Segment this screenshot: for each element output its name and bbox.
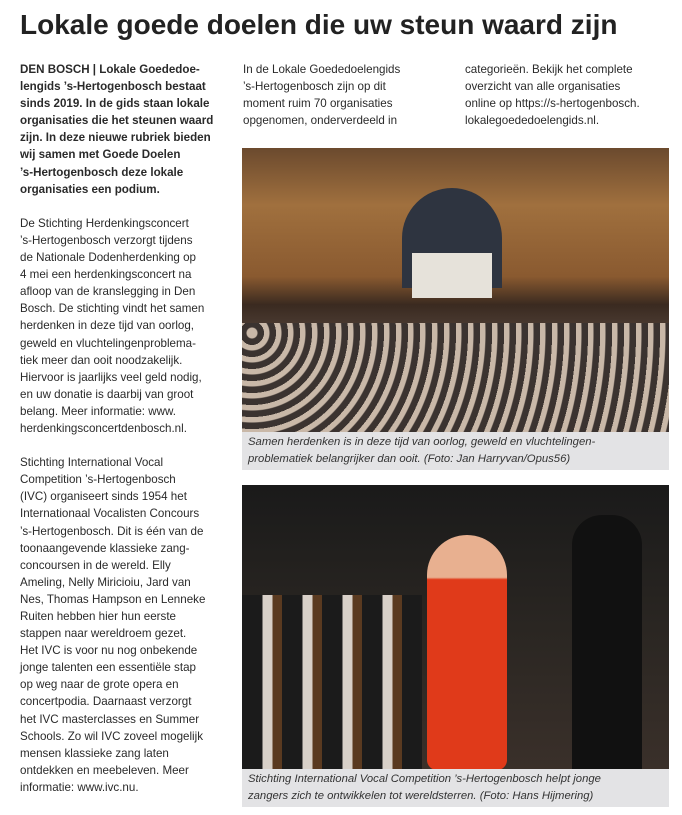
text-line: en uw donatie is daarbij van groot <box>20 387 194 401</box>
text-line: afloop van de kranslegging in Den <box>20 285 196 299</box>
caption-line: Stichting International Vocal Competition ’s-Hertogenbosch helpt jonge <box>248 773 601 785</box>
text-line: online op https://s-hertogenbosch. <box>465 97 640 111</box>
text-line: lokalegoededoelengids.nl. <box>465 114 600 128</box>
text-line: herdenken in deze tijd van oorlog, <box>20 319 195 333</box>
text-line: op weg naar de grote opera en <box>20 678 179 692</box>
caption-line: Samen herdenken is in deze tijd van oorlog, geweld en vluchtelingen- <box>248 436 596 448</box>
text-line: overzicht van alle organisaties <box>465 80 621 94</box>
text-line: Stichting International Vocal <box>20 456 164 470</box>
text-line: Het IVC is voor nu nog onbekende <box>20 644 198 658</box>
text-line: informatie: www.ivc.nu. <box>20 780 139 794</box>
text-line: Internationaal Vocalisten Concours <box>20 507 200 521</box>
text-line: belang. Meer informatie: www. <box>20 404 176 418</box>
text-line: geweld en vluchtelingenproblema- <box>20 336 196 350</box>
text-line: opgenomen, onderverdeeld in <box>243 114 398 128</box>
text-line: mensen klassieke zang laten <box>20 746 169 760</box>
text-line: 4 mei een herdenkingsconcert na <box>20 268 192 282</box>
left-column <box>20 61 236 796</box>
conductor <box>572 515 642 770</box>
text-line: het IVC masterclasses en Summer <box>20 712 200 726</box>
text-line: (IVC) organiseert sinds 1954 het <box>20 490 187 504</box>
text-line: lengids ’s-Hertogenbosch bestaat <box>20 80 206 94</box>
text-line: De Stichting Herdenkingsconcert <box>20 216 189 230</box>
text-line: Ruiten hebben hier hun eerste <box>20 610 176 623</box>
text-line: concertpodia. Daarnaast verzorgt <box>20 695 192 709</box>
text-line: tiek meer dan ooit noodzakelijk. <box>20 353 183 367</box>
text-line: Competition ’s-Hertogenbosch <box>20 473 176 487</box>
article-title: Lokale goede doelen die uw steun waard zijn <box>20 9 618 40</box>
text-line: Ameling, Nelly Miricioiu, Jard van <box>20 575 191 589</box>
caption-line: problematiek belangrijker dan ooit. (Foto: Jan Harryvan/Opus56) <box>248 453 571 465</box>
text-line: organisaties die het steunen waard <box>20 114 214 128</box>
text-line: Bosch. De stichting vindt het samen <box>20 302 205 316</box>
paragraph-herdenkingsconcert <box>20 215 236 437</box>
text-line: toonaangevende klassieke zang- <box>20 541 190 555</box>
text-line: concoursen in de wereld. Elly <box>20 558 171 572</box>
photo2-caption <box>242 769 669 807</box>
text-line: herdenkingsconcertdenbosch.nl. <box>20 421 187 435</box>
stage-screen <box>412 253 492 298</box>
text-line: jonge talenten een essentiële stap <box>20 661 196 675</box>
text-line: Nes, Thomas Hampson en Lenneke <box>20 592 206 606</box>
text-line: ’s-Hertogenbosch. Dit is één van de <box>20 524 204 538</box>
text-line: ontdekken en meebeleven. Meer <box>20 763 189 777</box>
photo-church-concert <box>242 148 669 433</box>
middle-column <box>243 61 457 129</box>
text-line: In de Lokale Goededoelengids <box>243 63 401 76</box>
photo-singer-orchestra <box>242 485 669 770</box>
text-line: stappen naar wereldroem gezet. <box>20 627 187 641</box>
singer-red-dress <box>427 535 507 770</box>
text-line: moment ruim 70 organisaties <box>243 97 393 111</box>
text-line: ’s-Hertogenbosch verzorgt tijdens <box>20 233 193 247</box>
text-line: sinds 2019. In de gids staan lokale <box>20 97 210 111</box>
text-line: Hiervoor is jaarlijks veel geld nodig, <box>20 370 202 384</box>
lead-paragraph <box>20 61 236 198</box>
text-line: ’s-Hertogenbosch deze lokale <box>20 165 184 179</box>
text-line: Schools. Zo wil IVC zoveel mogelijk <box>20 729 203 743</box>
text-line: wij samen met Goede Doelen <box>20 148 181 162</box>
paragraph-ivc <box>20 454 236 796</box>
orchestra <box>242 595 422 770</box>
text-line: ’s-Hertogenbosch zijn op dit <box>243 80 386 94</box>
text-line: organisaties een podium. <box>20 182 160 196</box>
text-line: de Nationale Dodenherdenking op <box>20 251 196 265</box>
audience <box>242 323 669 433</box>
right-column <box>465 61 675 129</box>
text-line: DEN BOSCH | Lokale Goededoe- <box>20 63 200 76</box>
caption-line: zangers zich te ontwikkelen tot wereldsterren. (Foto: Hans Hijmering) <box>248 790 594 802</box>
text-line: categorieën. Bekijk het complete <box>465 63 633 76</box>
text-line: zijn. In deze nieuwe rubriek bieden <box>20 131 211 145</box>
photo1-caption <box>242 432 669 470</box>
